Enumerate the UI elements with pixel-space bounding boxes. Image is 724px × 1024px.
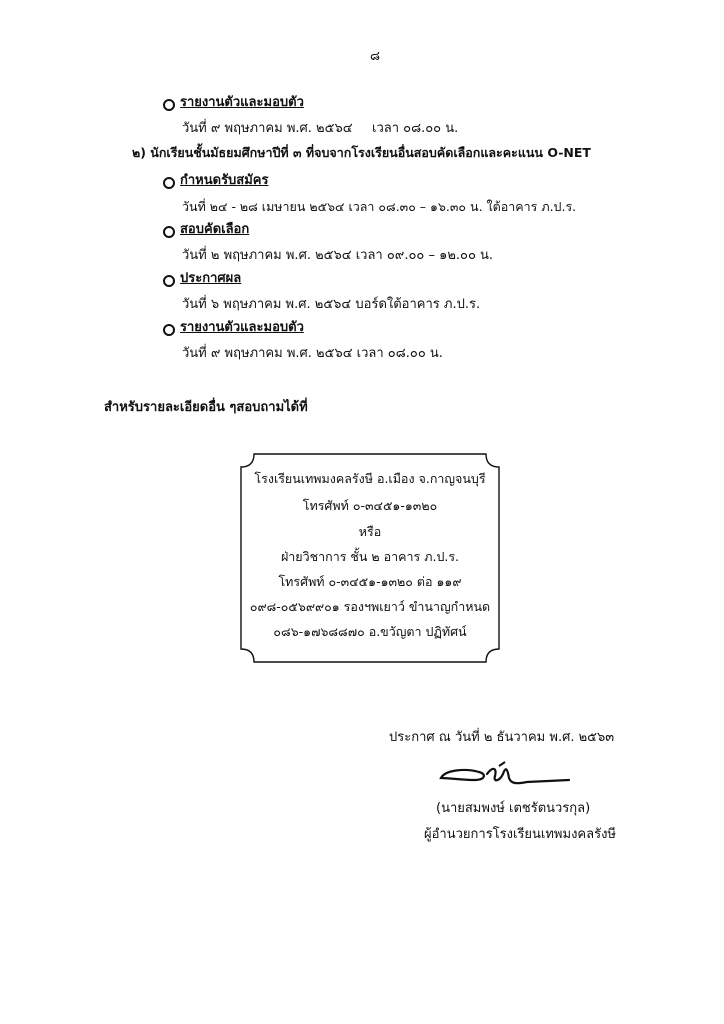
signature-image bbox=[435, 760, 575, 792]
application-detail: วันที่ ๒๔ - ๒๘ เมษายน ๒๕๖๔ เวลา ๐๘.๓๐ – ๑๖.๓๐ น. ใต้อาคาร ภ.ป.ร. bbox=[182, 199, 577, 214]
page-number: ๘ bbox=[370, 49, 381, 64]
contact-or: หรือ bbox=[358, 524, 382, 539]
contact-phone1: โทรศัพท์ ๐-๓๔๕๑-๑๓๒๐ bbox=[302, 498, 438, 513]
results-heading: ประกาศผล bbox=[180, 271, 242, 286]
signer-name: (นายสมพงษ์ เตชรัตนวรกุล) bbox=[436, 801, 591, 816]
contact-phone2: โทรศัพท์ ๐-๓๔๕๑-๑๓๒๐ ต่อ ๑๑๙ bbox=[278, 574, 462, 589]
report-date: วันที่ ๙ พฤษภาคม พ.ศ. ๒๕๖๔ bbox=[182, 121, 353, 136]
report-heading: รายงานตัวและมอบตัว bbox=[180, 95, 304, 110]
results-detail: วันที่ ๖ พฤษภาคม พ.ศ. ๒๕๖๔ บอร์ดใต้อาคาร ภ.ป.ร. bbox=[182, 297, 481, 312]
inquiry-text: สำหรับรายละเอียดอื่น ๆสอบถามได้ที่ bbox=[104, 400, 308, 415]
report2-heading: รายงานตัวและมอบตัว bbox=[180, 320, 304, 335]
contact-school: โรงเรียนเทพมงคลรังษี อ.เมือง จ.กาญจนบุรี bbox=[254, 471, 486, 486]
bullet-circle-icon bbox=[163, 226, 175, 238]
bullet-circle-icon bbox=[163, 99, 175, 111]
bullet-circle-icon bbox=[163, 177, 175, 189]
report2-detail: วันที่ ๙ พฤษภาคม พ.ศ. ๒๕๖๔ เวลา ๐๘.๐๐ น. bbox=[182, 346, 443, 361]
contact-person2: ๐๘๖-๑๗๖๘๘๗๐ อ.ขวัญตา ปฏิทัศน์ bbox=[273, 624, 467, 639]
bullet-circle-icon bbox=[163, 275, 175, 287]
announcement-date: ประกาศ ณ วันที่ ๒ ธันวาคม พ.ศ. ๒๕๖๓ bbox=[389, 730, 615, 745]
exam-heading: สอบคัดเลือก bbox=[180, 222, 250, 237]
section2-title: ๒) นักเรียนชั้นมัธยมศึกษาปีที่ ๓ ที่จบจากโรงเรียนอื่นสอบคัดเลือกและคะแนน O-NET bbox=[132, 145, 591, 160]
application-heading: กำหนดรับสมัคร bbox=[180, 173, 269, 188]
contact-person1: ๐๙๘-๐๕๖๙๙๐๑ รองฯพเยาว์ ขำนาญกำหนด bbox=[249, 599, 491, 614]
contact-department: ฝ่ายวิชาการ ชั้น ๒ อาคาร ภ.ป.ร. bbox=[280, 549, 460, 564]
exam-detail: วันที่ ๒ พฤษภาคม พ.ศ. ๒๕๖๔ เวลา ๐๙.๐๐ – ๑๒.๐๐ น. bbox=[182, 248, 494, 263]
signer-position: ผู้อำนวยการโรงเรียนเทพมงคลรังษี bbox=[424, 827, 616, 842]
report-time: เวลา ๐๘.๐๐ น. bbox=[372, 121, 459, 136]
bullet-circle-icon bbox=[163, 324, 175, 336]
